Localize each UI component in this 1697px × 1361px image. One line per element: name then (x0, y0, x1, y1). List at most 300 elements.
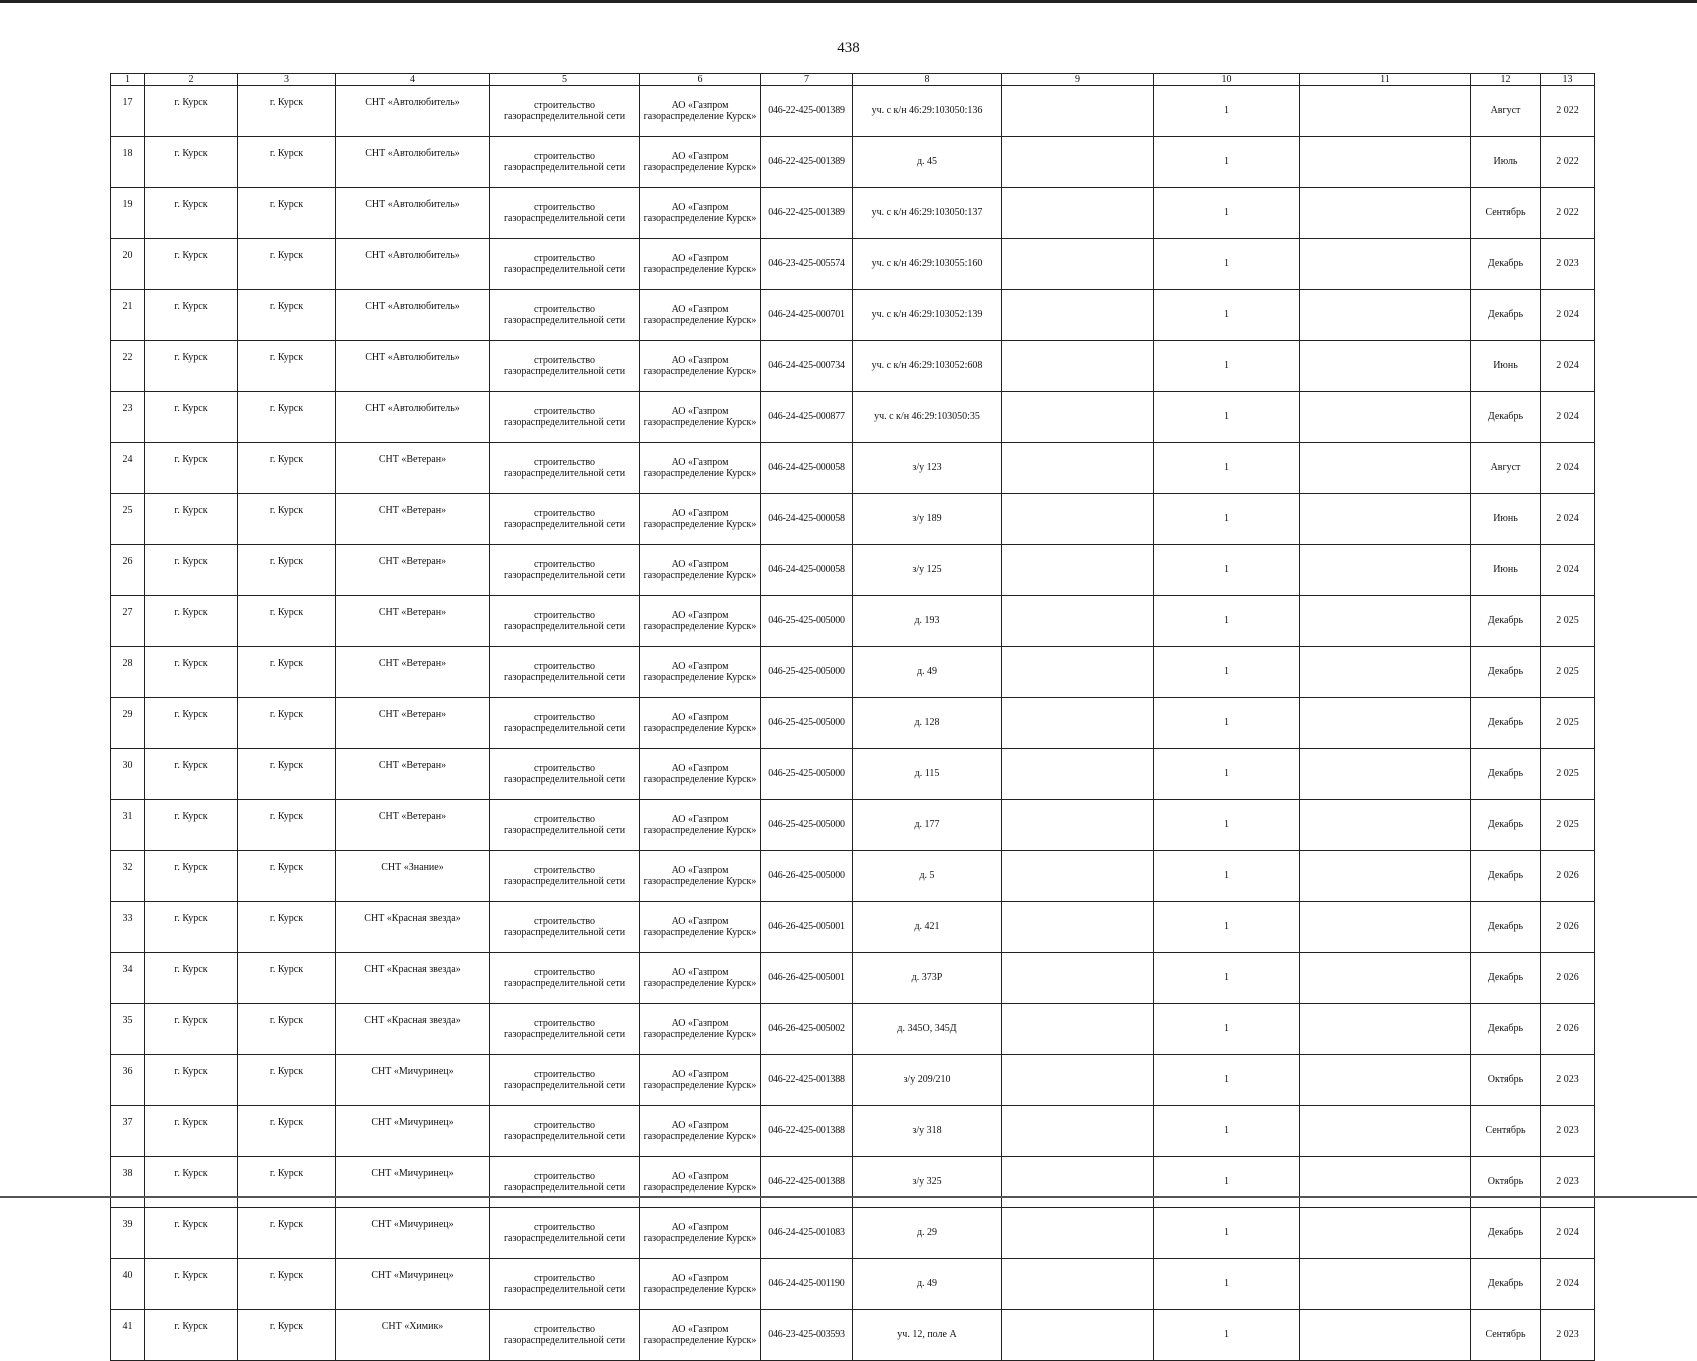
quantity-cell: 1 (1154, 1106, 1300, 1157)
row-number: 25 (111, 494, 145, 545)
works-type-cell (490, 698, 640, 749)
works-type-cell (490, 392, 640, 443)
settlement-cell: г. Курск (238, 341, 336, 392)
snt-name-cell: СНТ «Ветеран» (336, 545, 490, 596)
column-9-cell (1002, 86, 1154, 137)
works-type-cell (490, 1310, 640, 1361)
registration-number-cell: 046-23-425-005574 (761, 239, 853, 290)
quantity-cell: 1 (1154, 800, 1300, 851)
organization-cell-line-2: газораспределение Курск» (643, 927, 757, 938)
organization-cell-line-2: газораспределение Курск» (643, 876, 757, 887)
settlement-cell: г. Курск (238, 749, 336, 800)
organization-cell-line-2: газораспределение Курск» (643, 111, 757, 122)
table-row (111, 902, 1595, 953)
month-cell: Август (1471, 86, 1541, 137)
snt-name-cell: СНТ «Ветеран» (336, 494, 490, 545)
works-type-cell-line-2: газораспределительной сети (503, 264, 626, 275)
column-header-3: 3 (238, 74, 336, 86)
quantity-cell: 1 (1154, 1259, 1300, 1310)
registration-number-cell: 046-24-425-001190 (761, 1259, 853, 1310)
snt-name-cell: СНТ «Автолюбитель» (336, 86, 490, 137)
year-cell: 2 023 (1541, 1157, 1595, 1208)
year-cell: 2 024 (1541, 341, 1595, 392)
organization-cell-line-2: газораспределение Курск» (643, 825, 757, 836)
quantity-cell: 1 (1154, 1004, 1300, 1055)
snt-name-cell: СНТ «Автолюбитель» (336, 290, 490, 341)
organization-cell (640, 341, 761, 392)
row-number: 17 (111, 86, 145, 137)
column-11-cell (1300, 188, 1471, 239)
quantity-cell: 1 (1154, 596, 1300, 647)
works-type-cell-line-2: газораспределительной сети (503, 1131, 626, 1142)
scan-top-edge (0, 0, 1697, 3)
organization-cell-line-2: газораспределение Курск» (643, 978, 757, 989)
address-cell: д. 5 (853, 851, 1002, 902)
works-type-cell-line-2: газораспределительной сети (503, 213, 626, 224)
row-number: 24 (111, 443, 145, 494)
column-11-cell (1300, 137, 1471, 188)
snt-name-cell: СНТ «Ветеран» (336, 443, 490, 494)
works-type-cell-line-1: строительство (533, 100, 596, 111)
works-type-cell (490, 1055, 640, 1106)
works-type-cell-line-1: строительство (533, 304, 596, 315)
column-11-cell (1300, 1106, 1471, 1157)
column-9-cell (1002, 1004, 1154, 1055)
organization-cell-line-1: АО «Газпром (671, 100, 729, 111)
works-type-cell-line-2: газораспределительной сети (503, 1029, 626, 1040)
snt-name-cell: СНТ «Красная звезда» (336, 953, 490, 1004)
registration-number-cell: 046-22-425-001388 (761, 1157, 853, 1208)
quantity-cell: 1 (1154, 545, 1300, 596)
row-number: 28 (111, 647, 145, 698)
settlement-cell: г. Курск (238, 902, 336, 953)
column-header-10: 10 (1154, 74, 1300, 86)
works-type-cell (490, 86, 640, 137)
year-cell: 2 026 (1541, 953, 1595, 1004)
column-9-cell (1002, 494, 1154, 545)
organization-cell-line-1: АО «Газпром (671, 508, 729, 519)
works-type-cell (490, 341, 640, 392)
works-type-cell-line-2: газораспределительной сети (503, 978, 626, 989)
column-9-cell (1002, 1259, 1154, 1310)
snt-name-cell: СНТ «Красная звезда» (336, 1004, 490, 1055)
organization-cell-line-1: АО «Газпром (671, 763, 729, 774)
organization-cell-line-1: АО «Газпром (671, 304, 729, 315)
quantity-cell: 1 (1154, 1055, 1300, 1106)
month-cell: Июнь (1471, 545, 1541, 596)
organization-cell (640, 1259, 761, 1310)
table-row (111, 1208, 1595, 1259)
year-cell: 2 022 (1541, 188, 1595, 239)
table-body (111, 86, 1595, 1361)
year-cell: 2 026 (1541, 1004, 1595, 1055)
month-cell: Июль (1471, 137, 1541, 188)
snt-name-cell: СНТ «Мичуринец» (336, 1259, 490, 1310)
registration-number-cell: 046-25-425-005000 (761, 596, 853, 647)
address-cell: уч. с к/н 46:29:103052:608 (853, 341, 1002, 392)
organization-cell (640, 596, 761, 647)
works-type-cell-line-2: газораспределительной сети (503, 672, 626, 683)
organization-cell (640, 392, 761, 443)
organization-cell (640, 1055, 761, 1106)
organization-cell-line-1: АО «Газпром (671, 1120, 729, 1131)
year-cell: 2 025 (1541, 698, 1595, 749)
quantity-cell: 1 (1154, 953, 1300, 1004)
settlement-cell: г. Курск (238, 1055, 336, 1106)
table-row (111, 953, 1595, 1004)
year-cell: 2 025 (1541, 749, 1595, 800)
works-type-cell-line-1: строительство (533, 814, 596, 825)
address-cell: уч. с к/н 46:29:103052:139 (853, 290, 1002, 341)
works-type-cell-line-2: газораспределительной сети (503, 723, 626, 734)
row-number: 30 (111, 749, 145, 800)
address-cell: уч. с к/н 46:29:103055:160 (853, 239, 1002, 290)
snt-name-cell: СНТ «Ветеран» (336, 647, 490, 698)
row-number: 40 (111, 1259, 145, 1310)
address-cell: д. 29 (853, 1208, 1002, 1259)
year-cell: 2 023 (1541, 239, 1595, 290)
table-row (111, 188, 1595, 239)
month-cell: Октябрь (1471, 1157, 1541, 1208)
address-cell: д. 345О, 345Д (853, 1004, 1002, 1055)
column-header-12: 12 (1471, 74, 1541, 86)
row-number: 22 (111, 341, 145, 392)
column-9-cell (1002, 1310, 1154, 1361)
works-type-cell (490, 1106, 640, 1157)
year-cell: 2 026 (1541, 851, 1595, 902)
column-11-cell (1300, 86, 1471, 137)
year-cell: 2 025 (1541, 647, 1595, 698)
organization-cell (640, 800, 761, 851)
works-type-cell-line-1: строительство (533, 406, 596, 417)
month-cell: Декабрь (1471, 1004, 1541, 1055)
snt-name-cell: СНТ «Химик» (336, 1310, 490, 1361)
works-type-cell-line-1: строительство (533, 610, 596, 621)
organization-cell-line-2: газораспределение Курск» (643, 621, 757, 632)
snt-name-cell: СНТ «Автолюбитель» (336, 239, 490, 290)
quantity-cell: 1 (1154, 851, 1300, 902)
works-type-cell-line-2: газораспределительной сети (503, 876, 626, 887)
header-row (111, 74, 1595, 86)
organization-cell-line-2: газораспределение Курск» (643, 264, 757, 275)
registration-number-cell: 046-23-425-003593 (761, 1310, 853, 1361)
column-11-cell (1300, 239, 1471, 290)
address-cell: уч. с к/н 46:29:103050:136 (853, 86, 1002, 137)
organization-cell-line-2: газораспределение Курск» (643, 1284, 757, 1295)
organization-cell-line-2: газораспределение Курск» (643, 417, 757, 428)
works-type-cell-line-2: газораспределительной сети (503, 621, 626, 632)
registration-number-cell: 046-24-425-000701 (761, 290, 853, 341)
table-row (111, 851, 1595, 902)
snt-name-cell: СНТ «Автолюбитель» (336, 188, 490, 239)
month-cell: Август (1471, 443, 1541, 494)
snt-name-cell: СНТ «Знание» (336, 851, 490, 902)
scan-bottom-edge (0, 1196, 1697, 1198)
organization-cell-line-2: газораспределение Курск» (643, 1029, 757, 1040)
organization-cell (640, 239, 761, 290)
organization-cell-line-1: АО «Газпром (671, 1069, 729, 1080)
quantity-cell: 1 (1154, 290, 1300, 341)
municipality-cell: г. Курск (145, 137, 238, 188)
works-type-cell-line-2: газораспределительной сети (503, 417, 626, 428)
organization-cell-line-2: газораспределение Курск» (643, 468, 757, 479)
row-number: 32 (111, 851, 145, 902)
snt-name-cell: СНТ «Мичуринец» (336, 1157, 490, 1208)
organization-cell-line-2: газораспределение Курск» (643, 366, 757, 377)
snt-name-cell: СНТ «Ветеран» (336, 749, 490, 800)
table-row (111, 1310, 1595, 1361)
organization-cell-line-2: газораспределение Курск» (643, 570, 757, 581)
column-9-cell (1002, 443, 1154, 494)
table-row (111, 545, 1595, 596)
organization-cell (640, 290, 761, 341)
registration-number-cell: 046-26-425-005001 (761, 902, 853, 953)
table-row (111, 86, 1595, 137)
month-cell: Сентябрь (1471, 188, 1541, 239)
row-number: 31 (111, 800, 145, 851)
address-cell: з/у 325 (853, 1157, 1002, 1208)
address-cell: д. 115 (853, 749, 1002, 800)
works-type-cell (490, 239, 640, 290)
organization-cell-line-1: АО «Газпром (671, 1018, 729, 1029)
table-row (111, 1259, 1595, 1310)
address-cell: д. 421 (853, 902, 1002, 953)
table-row (111, 392, 1595, 443)
settlement-cell: г. Курск (238, 86, 336, 137)
organization-cell (640, 1106, 761, 1157)
column-9-cell (1002, 188, 1154, 239)
organization-cell-line-1: АО «Газпром (671, 1324, 729, 1335)
works-type-cell (490, 851, 640, 902)
column-11-cell (1300, 647, 1471, 698)
works-type-cell-line-1: строительство (533, 1171, 596, 1182)
registration-number-cell: 046-26-425-005002 (761, 1004, 853, 1055)
organization-cell (640, 86, 761, 137)
registration-number-cell: 046-26-425-005000 (761, 851, 853, 902)
row-number: 33 (111, 902, 145, 953)
snt-name-cell: СНТ «Мичуринец» (336, 1055, 490, 1106)
month-cell: Декабрь (1471, 749, 1541, 800)
works-type-cell-line-1: строительство (533, 1069, 596, 1080)
organization-cell-line-2: газораспределение Курск» (643, 672, 757, 683)
works-type-cell (490, 902, 640, 953)
settlement-cell: г. Курск (238, 647, 336, 698)
quantity-cell: 1 (1154, 698, 1300, 749)
column-9-cell (1002, 800, 1154, 851)
quantity-cell: 1 (1154, 1208, 1300, 1259)
settlement-cell: г. Курск (238, 851, 336, 902)
settlement-cell: г. Курск (238, 1310, 336, 1361)
table-row (111, 443, 1595, 494)
table-row (111, 800, 1595, 851)
address-cell: д. 49 (853, 1259, 1002, 1310)
month-cell: Декабрь (1471, 953, 1541, 1004)
municipality-cell: г. Курск (145, 596, 238, 647)
quantity-cell: 1 (1154, 188, 1300, 239)
column-9-cell (1002, 953, 1154, 1004)
table-row (111, 596, 1595, 647)
municipality-cell: г. Курск (145, 188, 238, 239)
column-header-6: 6 (640, 74, 761, 86)
column-11-cell (1300, 749, 1471, 800)
address-cell: д. 177 (853, 800, 1002, 851)
organization-cell-line-1: АО «Газпром (671, 253, 729, 264)
address-cell: уч. с к/н 46:29:103050:137 (853, 188, 1002, 239)
works-type-cell-line-1: строительство (533, 916, 596, 927)
month-cell: Июнь (1471, 341, 1541, 392)
column-9-cell (1002, 290, 1154, 341)
municipality-cell: г. Курск (145, 1259, 238, 1310)
municipality-cell: г. Курск (145, 749, 238, 800)
municipality-cell: г. Курск (145, 1055, 238, 1106)
organization-cell-line-2: газораспределение Курск» (643, 162, 757, 173)
month-cell: Июнь (1471, 494, 1541, 545)
column-11-cell (1300, 341, 1471, 392)
settlement-cell: г. Курск (238, 443, 336, 494)
address-cell: з/у 209/210 (853, 1055, 1002, 1106)
month-cell: Декабрь (1471, 1259, 1541, 1310)
quantity-cell: 1 (1154, 749, 1300, 800)
settlement-cell: г. Курск (238, 1259, 336, 1310)
settlement-cell: г. Курск (238, 800, 336, 851)
row-number: 34 (111, 953, 145, 1004)
works-type-cell-line-1: строительство (533, 1120, 596, 1131)
works-type-cell-line-2: газораспределительной сети (503, 315, 626, 326)
row-number: 41 (111, 1310, 145, 1361)
works-type-cell-line-2: газораспределительной сети (503, 1182, 626, 1193)
column-11-cell (1300, 596, 1471, 647)
organization-cell-line-2: газораспределение Курск» (643, 1080, 757, 1091)
municipality-cell: г. Курск (145, 902, 238, 953)
column-header-5: 5 (490, 74, 640, 86)
municipality-cell: г. Курск (145, 800, 238, 851)
column-11-cell (1300, 494, 1471, 545)
registration-number-cell: 046-24-425-000877 (761, 392, 853, 443)
column-9-cell (1002, 137, 1154, 188)
works-type-cell-line-1: строительство (533, 661, 596, 672)
organization-cell-line-1: АО «Газпром (671, 355, 729, 366)
works-type-cell (490, 1208, 640, 1259)
organization-cell (640, 137, 761, 188)
organization-cell-line-1: АО «Газпром (671, 814, 729, 825)
works-type-cell (490, 1004, 640, 1055)
column-11-cell (1300, 698, 1471, 749)
registration-number-cell: 046-22-425-001389 (761, 137, 853, 188)
works-type-cell-line-1: строительство (533, 508, 596, 519)
registration-number-cell: 046-22-425-001389 (761, 188, 853, 239)
year-cell: 2 024 (1541, 443, 1595, 494)
settlement-cell: г. Курск (238, 1004, 336, 1055)
column-9-cell (1002, 698, 1154, 749)
quantity-cell: 1 (1154, 86, 1300, 137)
organization-cell-line-1: АО «Газпром (671, 202, 729, 213)
registration-number-cell: 046-22-425-001389 (761, 86, 853, 137)
settlement-cell: г. Курск (238, 698, 336, 749)
municipality-cell: г. Курск (145, 1310, 238, 1361)
works-type-cell (490, 596, 640, 647)
snt-name-cell: СНТ «Автолюбитель» (336, 137, 490, 188)
month-cell: Декабрь (1471, 290, 1541, 341)
organization-cell-line-2: газораспределение Курск» (643, 1131, 757, 1142)
registration-number-cell: 046-22-425-001388 (761, 1055, 853, 1106)
organization-cell-line-2: газораспределение Курск» (643, 774, 757, 785)
year-cell: 2 024 (1541, 1208, 1595, 1259)
municipality-cell: г. Курск (145, 239, 238, 290)
address-cell: д. 373Р (853, 953, 1002, 1004)
column-11-cell (1300, 1055, 1471, 1106)
column-header-2: 2 (145, 74, 238, 86)
settlement-cell: г. Курск (238, 1157, 336, 1208)
quantity-cell: 1 (1154, 137, 1300, 188)
row-number: 38 (111, 1157, 145, 1208)
settlement-cell: г. Курск (238, 290, 336, 341)
works-type-cell-line-1: строительство (533, 1222, 596, 1233)
settlement-cell: г. Курск (238, 1208, 336, 1259)
year-cell: 2 022 (1541, 137, 1595, 188)
quantity-cell: 1 (1154, 1310, 1300, 1361)
month-cell: Сентябрь (1471, 1106, 1541, 1157)
table-row (111, 698, 1595, 749)
municipality-cell: г. Курск (145, 392, 238, 443)
organization-cell (640, 188, 761, 239)
municipality-cell: г. Курск (145, 290, 238, 341)
column-header-4: 4 (336, 74, 490, 86)
table-row (111, 341, 1595, 392)
column-11-cell (1300, 851, 1471, 902)
works-type-cell-line-1: строительство (533, 355, 596, 366)
table-row (111, 239, 1595, 290)
organization-cell-line-2: газораспределение Курск» (643, 519, 757, 530)
registration-number-cell: 046-24-425-000058 (761, 545, 853, 596)
quantity-cell: 1 (1154, 902, 1300, 953)
row-number: 20 (111, 239, 145, 290)
works-type-cell (490, 494, 640, 545)
works-type-cell-line-2: газораспределительной сети (503, 927, 626, 938)
settlement-cell: г. Курск (238, 596, 336, 647)
works-type-cell (490, 953, 640, 1004)
column-header-11: 11 (1300, 74, 1471, 86)
table-row (111, 290, 1595, 341)
address-cell: уч. с к/н 46:29:103050:35 (853, 392, 1002, 443)
column-header-8: 8 (853, 74, 1002, 86)
organization-cell-line-1: АО «Газпром (671, 661, 729, 672)
snt-name-cell: СНТ «Автолюбитель» (336, 392, 490, 443)
organization-cell (640, 494, 761, 545)
works-type-cell (490, 1259, 640, 1310)
organization-cell (640, 1208, 761, 1259)
works-type-cell-line-2: газораспределительной сети (503, 366, 626, 377)
organization-cell (640, 902, 761, 953)
table-row (111, 749, 1595, 800)
quantity-cell: 1 (1154, 239, 1300, 290)
month-cell: Декабрь (1471, 800, 1541, 851)
row-number: 37 (111, 1106, 145, 1157)
month-cell: Октябрь (1471, 1055, 1541, 1106)
organization-cell-line-1: АО «Газпром (671, 406, 729, 417)
works-type-cell (490, 647, 640, 698)
column-11-cell (1300, 545, 1471, 596)
address-cell: з/у 189 (853, 494, 1002, 545)
municipality-cell: г. Курск (145, 1208, 238, 1259)
year-cell: 2 025 (1541, 800, 1595, 851)
year-cell: 2 026 (1541, 902, 1595, 953)
month-cell: Декабрь (1471, 851, 1541, 902)
registration-number-cell: 046-25-425-005000 (761, 647, 853, 698)
year-cell: 2 023 (1541, 1106, 1595, 1157)
registration-number-cell: 046-24-425-000734 (761, 341, 853, 392)
column-11-cell (1300, 392, 1471, 443)
row-number: 18 (111, 137, 145, 188)
